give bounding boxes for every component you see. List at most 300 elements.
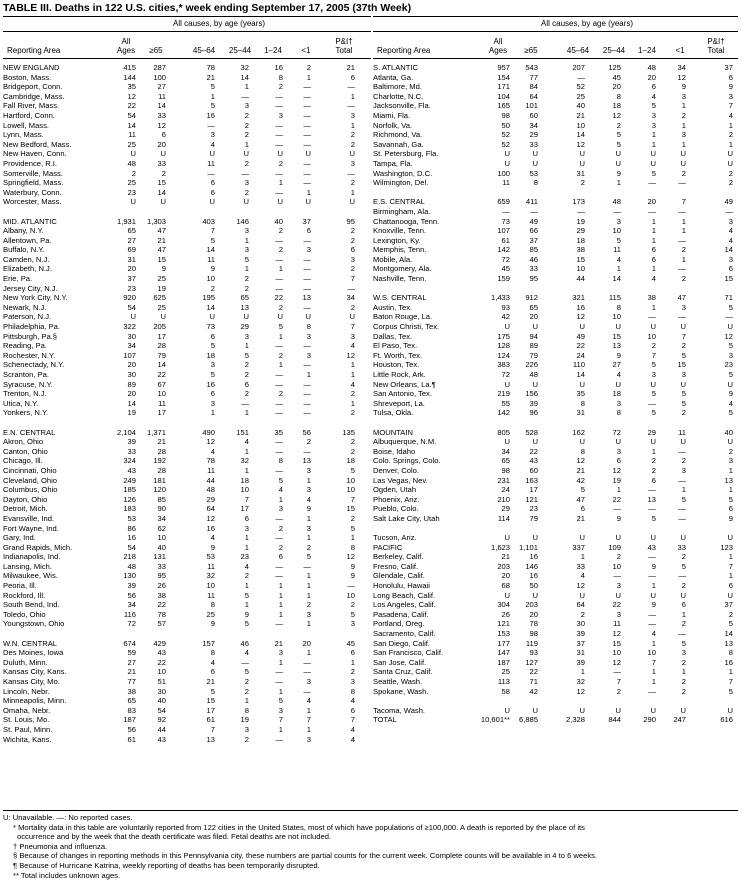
value-cell: — (275, 370, 283, 379)
value-cell: 64 (529, 91, 538, 101)
value-cell: 7 (350, 494, 355, 504)
value-cell: 8 (616, 408, 621, 418)
value-cell: — (275, 254, 283, 264)
reporting-area-cell: Ogden, Utah (373, 485, 417, 495)
value-cell: 142 (497, 408, 510, 418)
reporting-area-cell: Des Moines, Iowa (3, 648, 64, 658)
reporting-area-cell: Detroit, Mich. (3, 504, 48, 514)
value-cell: 2 (278, 302, 283, 312)
value-cell: — (207, 120, 215, 130)
value-cell: 5 (681, 398, 686, 408)
value-cell: 3 (210, 398, 215, 408)
value-cell: 7 (350, 322, 355, 332)
value-cell: 19 (240, 715, 249, 725)
value-cell: 2 (350, 235, 355, 245)
value-cell: 35 (576, 389, 585, 399)
value-cell: U (579, 158, 585, 168)
value-cell: 18 (612, 101, 621, 111)
value-cell: 2 (244, 158, 249, 168)
value-cell: 3 (278, 648, 283, 658)
value-cell: 5 (278, 696, 283, 706)
value-cell: 9 (350, 571, 355, 581)
value-cell: 10 (612, 226, 621, 236)
value-cell: 9 (350, 561, 355, 571)
value-cell: 48 (127, 158, 136, 168)
value-cell: 226 (525, 360, 538, 370)
value-cell: 11 (207, 465, 215, 475)
table-row (373, 485, 738, 495)
value-cell: 1,371 (146, 427, 166, 437)
table-row (3, 82, 371, 92)
value-cell: 6 (244, 513, 249, 523)
value-cell: 93 (529, 648, 538, 658)
value-cell: 3 (728, 456, 733, 466)
value-cell: 1 (728, 120, 733, 130)
reporting-area-cell: Fort Wayne, Ind. (3, 523, 59, 533)
value-cell: 98 (501, 465, 510, 475)
value-cell: 173 (572, 197, 585, 207)
value-cell: 47 (677, 293, 686, 303)
value-cell: 20 (647, 197, 656, 207)
value-cell: U (532, 149, 538, 159)
value-cell: 304 (497, 600, 510, 610)
value-cell: 33 (157, 561, 166, 571)
value-cell: 6 (210, 331, 215, 341)
value-cell: 35 (274, 427, 283, 437)
value-cell: — (725, 312, 733, 322)
reporting-area-cell: Lincoln, Nebr. (3, 686, 50, 696)
value-cell: 60 (529, 465, 538, 475)
value-cell: 9 (728, 513, 733, 523)
value-cell: 21 (157, 235, 166, 245)
table-row (3, 735, 371, 745)
value-cell: 203 (525, 600, 538, 610)
value-cell: — (207, 168, 215, 178)
reporting-area-cell: Knoxville, Tenn. (373, 226, 427, 236)
value-cell: 8 (580, 398, 585, 408)
value-cell: 8 (350, 686, 355, 696)
value-cell: 39 (576, 657, 585, 667)
value-cell: — (678, 312, 686, 322)
value-cell: 1 (278, 600, 283, 610)
value-cell: 1 (350, 360, 355, 370)
value-cell: 3 (651, 370, 656, 379)
value-cell: 22 (612, 494, 621, 504)
value-cell: 2 (681, 456, 686, 466)
value-cell: — (241, 657, 249, 667)
value-cell: — (275, 139, 283, 149)
value-cell: 78 (157, 609, 166, 619)
value-cell: 23 (127, 187, 136, 197)
table-row (373, 264, 738, 274)
value-cell: 7 (306, 715, 311, 725)
value-cell: 1 (681, 226, 686, 236)
reporting-area-cell: Scranton, Pa. (3, 370, 50, 379)
table-row (3, 648, 371, 658)
value-cell: 3 (306, 465, 311, 475)
value-cell: — (303, 178, 311, 188)
value-cell: 48 (612, 197, 621, 207)
value-cell: 1 (651, 264, 656, 274)
value-cell: 3 (306, 734, 311, 744)
table-row (3, 687, 371, 697)
table-row (3, 370, 371, 380)
value-cell: 3 (681, 648, 686, 658)
reporting-area-cell: Ft. Worth, Tex. (373, 350, 423, 360)
value-cell: 14 (206, 302, 215, 312)
value-cell: — (275, 379, 283, 389)
value-cell: 25 (127, 139, 136, 149)
table-row (3, 130, 371, 140)
value-cell: 162 (572, 427, 585, 437)
value-cell: 17 (206, 705, 215, 715)
value-cell: 24 (576, 350, 585, 360)
value-cell: 324 (123, 456, 136, 466)
value-cell: 12 (576, 139, 585, 149)
value-cell: 65 (529, 302, 538, 312)
value-cell: 4 (616, 254, 621, 264)
value-cell: U (650, 590, 656, 600)
value-cell: 5 (728, 302, 733, 312)
value-cell: 10 (612, 561, 621, 571)
value-cell: 3 (651, 120, 656, 130)
value-cell: 21 (346, 63, 355, 72)
value-cell: 337 (572, 542, 585, 552)
value-cell: 5 (728, 341, 733, 351)
table-row (3, 140, 371, 150)
value-cell: 27 (612, 360, 621, 370)
value-cell: 1 (681, 216, 686, 226)
value-cell: U (579, 533, 585, 543)
table-row (3, 169, 371, 179)
table-row (3, 274, 371, 284)
value-cell: U (160, 312, 166, 322)
table-row (373, 399, 738, 409)
value-cell: 53 (127, 513, 136, 523)
value-cell: 2 (244, 274, 249, 284)
reporting-area-cell: Cleveland, Ohio (3, 475, 58, 485)
value-cell: U (650, 705, 656, 715)
value-cell: 1 (616, 485, 621, 495)
value-cell: 22 (274, 293, 283, 303)
value-cell: 11 (158, 91, 166, 101)
col-65: ≥65 (149, 46, 163, 55)
value-cell: 66 (529, 226, 538, 236)
reporting-area-cell: Toledo, Ohio (3, 609, 46, 619)
value-cell: 171 (497, 82, 510, 92)
value-cell: 1 (306, 533, 311, 543)
reporting-area-cell: Montgomery, Ala. (373, 264, 432, 274)
value-cell: 2 (244, 734, 249, 744)
reporting-area-cell: Cambridge, Mass. (3, 91, 65, 101)
value-cell: 2 (244, 120, 249, 130)
value-cell: 77 (127, 677, 136, 686)
value-cell: 12 (612, 110, 621, 120)
table-row (373, 197, 738, 207)
value-cell: 96 (529, 408, 538, 418)
value-cell: 11 (158, 398, 166, 408)
value-cell: 23 (240, 552, 249, 562)
value-cell: 38 (576, 245, 585, 255)
value-cell: 7 (210, 226, 215, 236)
table-row (373, 380, 738, 390)
value-cell: 12 (724, 331, 733, 341)
reporting-area-cell: Pasadena, Calif. (373, 609, 429, 619)
value-cell: 6 (278, 552, 283, 562)
value-cell: 48 (127, 561, 136, 571)
value-cell: 23 (127, 283, 136, 293)
value-cell: 4 (350, 734, 355, 744)
value-cell: 8 (210, 600, 215, 610)
value-cell: 89 (127, 379, 136, 389)
value-cell: 1 (651, 581, 656, 591)
value-cell: — (303, 379, 311, 389)
value-cell: 10 (346, 485, 355, 495)
value-cell: 3 (244, 331, 249, 341)
table-row (3, 188, 371, 198)
value-cell: — (648, 178, 656, 188)
value-cell: 805 (497, 427, 510, 437)
value-cell: 8 (580, 446, 585, 456)
value-cell: 3 (616, 216, 621, 226)
reporting-area-cell: Chattanooga, Tenn. (373, 216, 440, 226)
value-cell: U (504, 705, 510, 715)
value-cell: 175 (497, 331, 510, 341)
reporting-area-cell: South Bend, Ind. (3, 600, 60, 610)
value-cell: U (680, 705, 686, 715)
value-cell: 90 (157, 504, 166, 514)
value-cell: 8 (616, 91, 621, 101)
reporting-area-cell: Omaha, Nebr. (3, 705, 51, 715)
value-cell: U (209, 149, 215, 159)
table-row (3, 226, 371, 236)
value-cell: 1 (244, 341, 249, 351)
value-cell: — (577, 72, 585, 82)
value-cell: 12 (612, 465, 621, 475)
value-cell: 15 (346, 504, 355, 514)
value-cell: 1 (651, 446, 656, 456)
value-cell: — (648, 686, 656, 696)
value-cell: 1 (728, 485, 733, 495)
value-cell: 185 (123, 485, 136, 495)
value-cell: 6 (210, 178, 215, 188)
value-cell: 2 (350, 437, 355, 447)
value-cell: U (504, 149, 510, 159)
value-cell: 6 (161, 130, 166, 140)
value-cell: U (349, 312, 355, 322)
value-cell: 10 (157, 389, 166, 399)
value-cell: 23 (724, 360, 733, 370)
col-45-64: 45–64 (566, 46, 590, 55)
value-cell: 528 (525, 427, 538, 437)
value-cell: U (504, 158, 510, 168)
value-cell: U (727, 705, 733, 715)
value-cell: 3 (210, 130, 215, 140)
reporting-area-cell: Baltimore, Md. (373, 82, 422, 92)
value-cell: 7 (616, 677, 621, 686)
value-cell: U (243, 197, 249, 207)
table-row (3, 111, 371, 121)
value-cell: 57 (157, 619, 166, 629)
value-cell: 10 (346, 475, 355, 485)
value-cell: 17 (240, 504, 249, 514)
value-cell: 2 (681, 341, 686, 351)
value-cell: — (275, 513, 283, 523)
reporting-area-cell: Rockford, Ill. (3, 590, 46, 600)
value-cell: 33 (157, 110, 166, 120)
value-cell: 4 (728, 226, 733, 236)
table-row (3, 571, 371, 581)
group-header (373, 16, 738, 32)
reporting-area-cell: San Francisco, Calif. (373, 648, 444, 658)
value-cell: U (130, 312, 136, 322)
value-cell: 4 (210, 533, 215, 543)
value-cell: 5 (278, 322, 283, 332)
value-cell: 119 (525, 638, 538, 648)
value-cell: 5 (651, 168, 656, 178)
value-cell: U (532, 158, 538, 168)
value-cell: — (303, 101, 311, 111)
value-cell: 3 (350, 254, 355, 264)
col-45-64: 45–64 (192, 46, 216, 55)
reporting-area-cell: Savannah, Ga. (373, 139, 424, 149)
value-cell: — (347, 283, 355, 293)
reporting-area-cell: New Bedford, Mass. (3, 139, 72, 149)
value-cell: 1 (278, 724, 283, 734)
reporting-area-cell: PACIFIC (373, 542, 403, 552)
value-cell: 38 (647, 293, 656, 303)
value-cell: 1 (244, 235, 249, 245)
value-cell: 52 (576, 82, 585, 92)
value-cell: 1 (616, 264, 621, 274)
footnote-section: § Because of changes in reporting methods in this Pennsylvania city, these numbers are partial counts for the current week. Complete counts will be available in 4 to 6 weeks. (13, 851, 598, 861)
value-cell: 12 (576, 456, 585, 466)
value-cell: 5 (681, 494, 686, 504)
value-cell: 6 (350, 705, 355, 715)
reporting-area-cell: Newark, N.J. (3, 302, 47, 312)
value-cell: 5 (651, 389, 656, 399)
value-cell: 1 (278, 264, 283, 274)
value-cell: 22 (529, 446, 538, 456)
reporting-area-cell: Lowell, Mass. (3, 120, 50, 130)
value-cell: 25 (127, 178, 136, 188)
value-cell: 2 (350, 446, 355, 456)
value-cell: U (615, 379, 621, 389)
reporting-area-cell: Milwaukee, Wis. (3, 571, 58, 581)
value-cell: 15 (576, 254, 585, 264)
table-row (3, 495, 371, 505)
value-cell: 146 (525, 561, 538, 571)
value-cell: 79 (157, 350, 166, 360)
value-cell: U (277, 312, 283, 322)
value-cell: 20 (529, 312, 538, 322)
value-cell: 151 (236, 427, 249, 437)
value-cell: 26 (501, 609, 510, 619)
value-cell: 1 (350, 657, 355, 667)
value-cell: 4 (306, 494, 311, 504)
value-cell: 156 (525, 389, 538, 399)
value-cell: 22 (576, 341, 585, 351)
value-cell: — (678, 206, 686, 216)
reporting-area-cell: Corpus Christi, Tex. (373, 322, 440, 332)
value-cell: 51 (157, 677, 166, 686)
value-cell: U (532, 533, 538, 543)
value-cell: 27 (127, 235, 136, 245)
reporting-area-cell: Pueblo, Colo. (373, 504, 419, 514)
value-cell: 47 (576, 494, 585, 504)
value-cell: 20 (157, 139, 166, 149)
value-cell: 674 (123, 638, 136, 648)
reporting-area-cell: Paterson, N.J. (3, 312, 52, 322)
value-cell: 20 (127, 389, 136, 399)
value-cell: 5 (728, 408, 733, 418)
value-cell: U (615, 533, 621, 543)
table-row (373, 504, 738, 514)
value-cell: — (347, 581, 355, 591)
col-lt1: <1 (675, 46, 685, 55)
table-row (373, 610, 738, 620)
value-cell: 1 (651, 235, 656, 245)
value-cell: — (303, 168, 311, 178)
value-cell: 31 (576, 648, 585, 658)
value-cell: 163 (525, 475, 538, 485)
value-cell: 5 (616, 139, 621, 149)
value-cell: 45 (346, 638, 355, 648)
value-cell: 8 (210, 648, 215, 658)
value-cell: 8 (728, 648, 733, 658)
value-cell: 42 (576, 475, 585, 485)
value-cell: 39 (127, 437, 136, 447)
value-cell: 33 (529, 264, 538, 274)
value-cell: 4 (210, 657, 215, 667)
value-cell: — (648, 571, 656, 581)
value-cell: U (727, 322, 733, 332)
table-row (3, 591, 371, 601)
value-cell: 39 (576, 629, 585, 639)
value-cell: 2 (131, 168, 136, 178)
value-cell: 50 (529, 581, 538, 591)
value-cell: 7 (728, 101, 733, 111)
value-cell: 21 (206, 72, 215, 82)
reporting-area-cell: Los Angeles, Calif. (373, 600, 436, 610)
table-row (373, 514, 738, 524)
value-cell: 54 (127, 110, 136, 120)
value-cell: 12 (206, 437, 215, 447)
table-row (373, 619, 738, 629)
value-cell: 4 (350, 724, 355, 734)
reporting-area-cell: Providence, R.I. (3, 158, 58, 168)
table-row (3, 73, 371, 83)
value-cell: 15 (677, 360, 686, 370)
value-cell: 11 (613, 619, 621, 629)
value-cell: 49 (529, 216, 538, 226)
footnote-para: ¶ Because of Hurricane Katrina, weekly reporting of deaths has been temporarily disrupted. (13, 860, 320, 870)
table-row (3, 581, 371, 591)
value-cell: U (650, 149, 656, 159)
value-cell: 20 (127, 360, 136, 370)
value-cell: 1 (244, 264, 249, 274)
reporting-area-cell: Trenton, N.J. (3, 389, 47, 399)
table-row (373, 571, 738, 581)
value-cell: 33 (529, 139, 538, 149)
value-cell: 2 (350, 130, 355, 140)
value-cell: 146 (236, 216, 249, 226)
value-cell: 1 (651, 667, 656, 677)
value-cell: — (678, 629, 686, 639)
value-cell: U (579, 149, 585, 159)
value-cell: 20 (127, 264, 136, 274)
value-cell: 2 (728, 168, 733, 178)
